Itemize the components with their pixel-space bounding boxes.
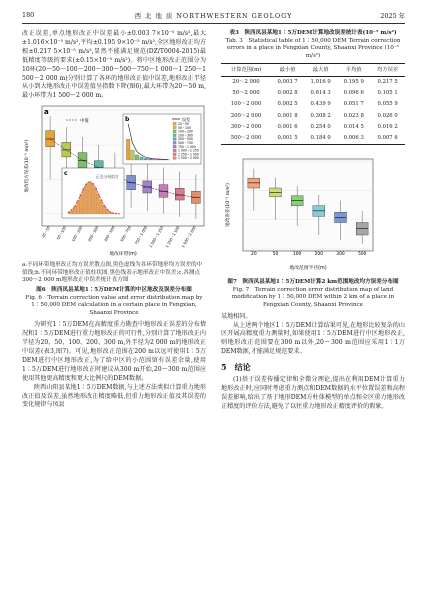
panel-a-label: a [44, 108, 49, 117]
bar-3 [140, 157, 144, 160]
table-cell: 0.096 6 [343, 90, 364, 97]
publication-year: 2025 年 [380, 12, 405, 20]
table-header-cell: 最大值 [312, 66, 329, 73]
table-cell: 0.006 3 [343, 135, 364, 142]
x-tick-label: 20～50 [41, 225, 51, 239]
x-tick-label: 1 500～2 000 [181, 225, 197, 249]
ring-legend-swatch [173, 149, 176, 152]
table-cell: 0.023 8 [343, 112, 364, 119]
x-tick-label: 100～200 [71, 225, 84, 243]
panel-b-label: b [125, 116, 130, 124]
table-row [221, 88, 405, 99]
table-header-cell: 平均值 [345, 66, 362, 73]
table-3-title-cn: 表3 陕西凤县某地1∶5万DEM计算地改误差统计表(10⁻⁵ m/s²) [229, 30, 397, 36]
bar-7 [157, 160, 161, 161]
body-paragraph: 改正误差,单点地形改正中误差最小±0.003 7×10⁻⁵ m/s²,最大±1.016×10⁻⁵ m/s²,平均±0.195 9×10⁻⁵ m/s²,全区地形改正均方根±0.217 5×10⁻⁵ m/s²,显然不能满足规范(DZ/T0004-2015)最低精度等级的要求(±0.15×10⁻⁵ m/s²)。将中区地形改正范围分为10环(20～50～100～200～300～500～750～1 000～1 250～1 500～2 000 m)分别计算了各环的地形改正值中误差,地形改正半径从小到大地形改正中误差值呈指数下降(图6),最大环带为20～50 m,最小环带为1 500～2 000 m。 [22, 30, 206, 100]
table-cell: 20～2 000 [232, 78, 260, 85]
table-cell: 0.001 8 [277, 112, 298, 119]
ring-legend-swatch [173, 138, 176, 141]
table-cell: 0.308 2 [310, 112, 331, 119]
table-header-cell: 计算范围(m) [230, 66, 262, 73]
table-cell: 0.001 6 [277, 123, 298, 130]
hist-bar [97, 194, 100, 214]
x-tick-label: 1 250～1 500 [165, 225, 181, 249]
table-cell: 500～2 000 [230, 135, 262, 142]
figure-7 [221, 153, 405, 279]
ring-legend-label: 500～750 [178, 141, 193, 146]
hist-bar [91, 183, 94, 214]
table-3-title-en: Tab. 3 Statistical table of 1∶50,000 DEM Terrain correction errors in a place in Fengxian County, Shaanxi Province (10⁻⁵ m/s²) [225, 37, 401, 59]
ring-legend-swatch [173, 134, 176, 137]
table-cell: 0.002 5 [277, 101, 298, 108]
figure-7-title-en: Fig. 7 Terrain correction error distribution map of land modification by 1∶50,000 DEM within 2 km of a place in Fengxian County, Shaanxi Province [231, 286, 395, 309]
table-cell: 0.051 7 [343, 101, 364, 108]
table-cell: 0.002 8 [277, 90, 298, 97]
panel-a-ylabel: 地改均方误差(10⁻⁵ m/s²) [25, 139, 30, 193]
fig7-x-ticks [251, 251, 367, 257]
x-tick-label: 50～100 [56, 225, 68, 241]
hist-bar [85, 184, 88, 214]
table-cell: 0.026 0 [377, 112, 398, 119]
bar-2 [135, 155, 139, 160]
bar-4 [144, 158, 148, 160]
left-column [22, 30, 206, 410]
ring-legend-label: 1 000～1 250 [178, 148, 199, 153]
panel-c-label: c [64, 170, 68, 178]
table-row [221, 111, 405, 122]
x-tick-label: 500 [357, 252, 367, 258]
error-legend-label: 误差 [182, 117, 190, 123]
fig7-xlabel: 地改范围半径(m) [289, 266, 327, 272]
x-tick-label: 300 [336, 252, 345, 258]
figure-6-subcaption: a.不同环带地形改正均方误差散点图,黑色虚线为各环带地形均方误差的中值线;b.不同环带地形改正值柱状图,黑色线表示地形改正中误差;c.各测点300～2 000 m地形改正中误差统计直方图 [22, 262, 203, 284]
ring-legend-label: 1 500～2 000 [178, 156, 199, 161]
hist-bar [94, 188, 97, 214]
ring-legend-swatch [173, 157, 176, 160]
panel-a-xlabel: 地改环带(m) [109, 252, 137, 258]
x-tick-label: 200～300 [87, 225, 100, 243]
ring-legend-swatch [173, 153, 176, 156]
panel-a-x-ticks [41, 225, 197, 249]
body-paragraph: 为研究1∶5万DEM在高精度重力勘查中地形改正误差的分布情况和1∶5万DEM进行重力地形改正的可行性,分别计算了地形改正内半径为20、50、100、200、300 m,外半径为2 000 m的地形改正中误差(表3,图7)。可见,地形改正范围在200 m以远可使用1∶5万DEM进行中区地形改正,为了给中区的小范围留有误差余量,使用1∶5万DEM进行地形改正时建议从300 m开始,20～300 m范围应使用其他更高精度和更大比例尺的DEM数据。 [22, 321, 206, 382]
figure-6-title-cn: 图6 陕西凤县某地1∶5万DEM计算的中区地改及误差分布图 [36, 286, 192, 293]
ring-legend-label: 1 250～1 500 [178, 152, 199, 157]
table-cell: 0.195 9 [343, 78, 364, 85]
body-paragraph: 某地相同。 [221, 312, 252, 320]
table-header-cell: 最小值 [279, 66, 296, 73]
x-tick-label: 750～1 000 [134, 225, 149, 246]
table-cell: 0.184 0 [310, 135, 331, 142]
table-cell: 50～2 000 [232, 90, 260, 97]
ring-legend-swatch [173, 145, 176, 148]
table-cell: 1.016 0 [310, 78, 331, 85]
figure-6-title-en: Fig. 6 Terrain correction value and error distribution map by 1∶50,000 DEM calculation in a certain place in Fengxian, Shaanxi Province [25, 294, 203, 316]
body-paragraph: 陕西山阳县某地1∶5万DEM数据,与上述方法类似计算重力地形改正值及误差,虽然地形改正精度略低,但重力地形改正值及其误差的变化规律与凤县 [22, 383, 206, 409]
table-cell: 0.003 7 [277, 78, 298, 85]
normal-fit-label: 正态分布拟合 [96, 174, 119, 180]
ring-legend-swatch [173, 130, 176, 133]
table-cell: 300～2 000 [230, 123, 262, 130]
table-row [221, 99, 405, 110]
bar-5 [148, 159, 152, 160]
bar-0 [126, 139, 130, 160]
table-header-row [221, 64, 405, 76]
fig7-frame [243, 159, 373, 251]
table-cell: 0.217 5 [377, 78, 398, 85]
table-cell: 100～2 000 [230, 101, 262, 108]
bar-6 [153, 159, 157, 160]
running-header [22, 11, 405, 24]
bar-1 [131, 150, 135, 160]
ring-legend-swatch [173, 142, 176, 145]
ring-legend-swatch [173, 126, 176, 129]
x-tick-label: 1 000～1 250 [148, 225, 165, 249]
table-header-cell: 均方误差 [377, 66, 399, 73]
body-paragraph: (1)基于误差传播定律和全微分理论,提出在利用DEM计算重力地形改正时,应同时考虑重力测点和DEM数据的水平位置误差和高程误差影响,给出了基于地形DEM方柱体模型的单点和全区重力地形改正精度的评价方法,避免了以往重力地形改正精度评价的假象。 [221, 376, 405, 410]
ring-legend-label: 50～100 [178, 126, 191, 131]
body-paragraph: 从上述两个地区1∶5万DEM计算结果可见,在地形比较复杂的山区开展高精度重力测量时,如果使用1∶5万DEM进行中区地形改正,则地形改正范围要在300 m以外,20～300 m范围应采用1∶1万DEM数据,才能满足规范要求。 [221, 321, 405, 356]
x-tick-label: 200 [314, 252, 324, 258]
x-tick-label: 500～750 [119, 225, 132, 243]
table-cell: 0.439 9 [310, 101, 331, 108]
ring-legend-swatch [173, 123, 176, 126]
figure-6-chart [22, 104, 206, 258]
figure-7-chart [221, 153, 405, 275]
table-row [221, 122, 405, 133]
ring-legend-label: 200～300 [178, 133, 193, 138]
x-tick-label: 100 [292, 252, 302, 258]
hist-bar [74, 206, 77, 214]
x-tick-label: 20 [251, 252, 257, 258]
table-cell: 0.007 6 [377, 135, 398, 142]
table-cell: 0.614 3 [310, 90, 331, 97]
ring-legend-label: 300～500 [178, 137, 193, 142]
table-cell: 0.254 0 [310, 123, 331, 130]
table-row [221, 133, 405, 145]
box-1 [62, 143, 71, 158]
table-3 [221, 63, 405, 145]
hist-bar [82, 188, 85, 214]
figure-6 [22, 104, 206, 262]
table-cell: 200～2 000 [230, 112, 262, 119]
ring-legend-label: 750～1 000 [178, 145, 196, 150]
x-tick-label: 50 [272, 252, 279, 258]
hist-bar [88, 182, 91, 214]
table-cell: 0.016 2 [377, 123, 398, 130]
journal-name: 西 北 地 质 NORTHWESTERN GEOLOGY [134, 12, 293, 20]
right-column [221, 30, 405, 412]
page-number: 180 [22, 11, 35, 19]
x-tick-label: 300～500 [103, 225, 116, 243]
fig7-ylabel: 地改误差(10⁻⁵ m/s²) [226, 183, 231, 228]
ring-legend-label: 100～200 [178, 129, 193, 134]
table-cell: 0.055 9 [377, 101, 398, 108]
table-cell: 0.105 1 [377, 90, 398, 97]
ring-legend-label: 20～50 [178, 122, 189, 127]
table-cell: 0.001 5 [277, 135, 298, 142]
hist-bar [103, 205, 106, 214]
table-cell: 0.014 5 [343, 123, 364, 130]
table-row [221, 76, 405, 88]
figure-7-title-cn: 图7 陕西凤县某地1∶5万DEM计算2 km范围地改均方误差分布图 [227, 279, 399, 286]
section-heading: 5 结论 [221, 362, 251, 373]
median-legend-label: 中值 [80, 119, 89, 125]
